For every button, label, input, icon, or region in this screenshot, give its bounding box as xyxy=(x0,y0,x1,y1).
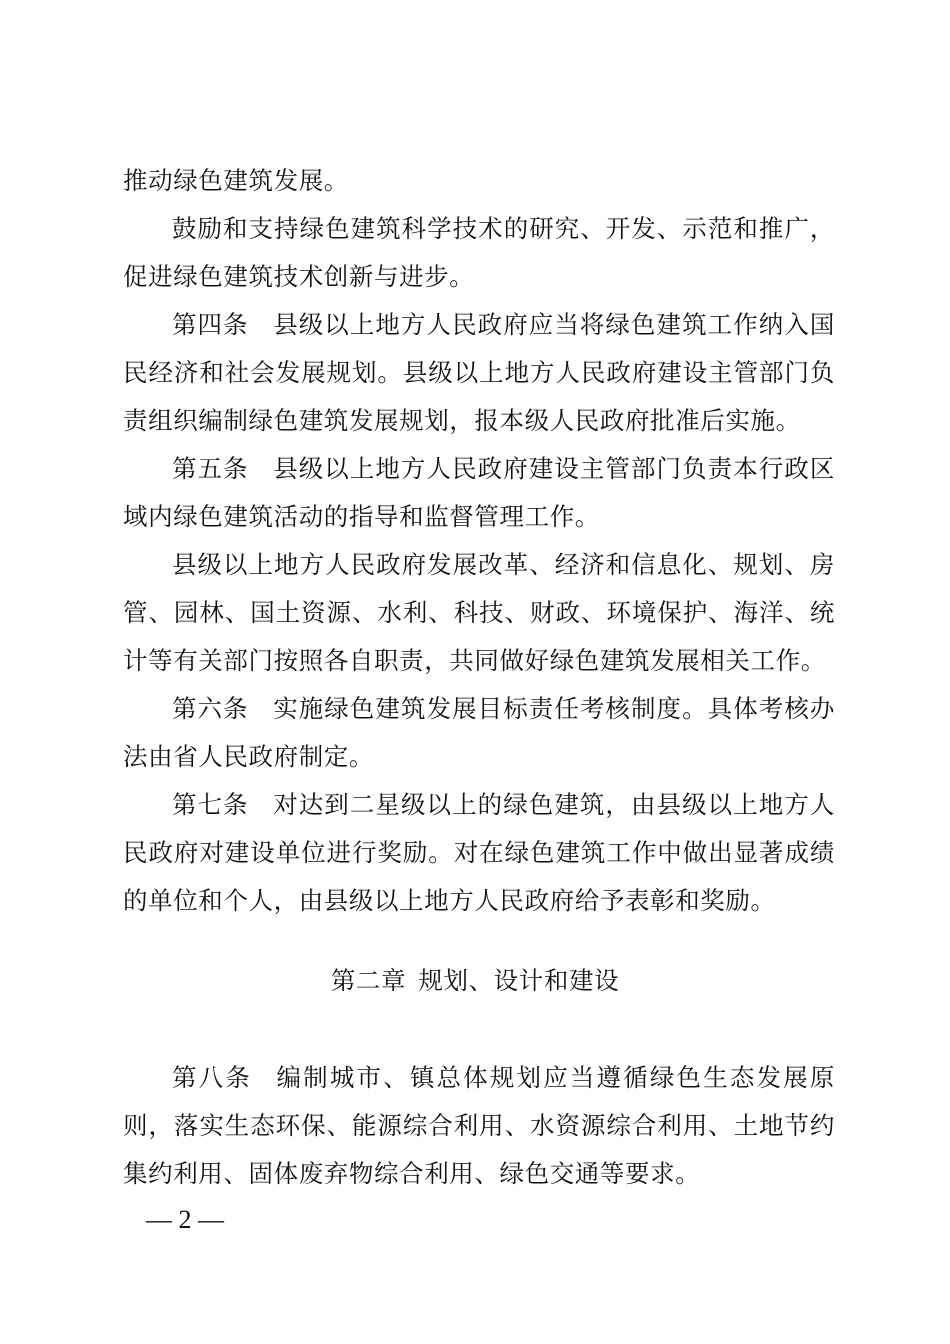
paragraph-departments: 县级以上地方人民政府发展改革、经济和信息化、规划、房管、园林、国土资源、水利、科技、财政、环境保护、海洋、统计等有关部门按照各自职责，共同做好绿色建筑发展相关工作。 xyxy=(123,550,835,675)
body-text-block-2 xyxy=(123,1054,835,1198)
body-text-block-1 xyxy=(123,157,835,925)
article-6-text: 实施绿色建筑发展目标责任考核制度。具体考核办法由省人民政府制定。 xyxy=(123,694,835,771)
article-6 xyxy=(123,685,835,781)
article-6-number: 第六条 xyxy=(172,694,249,723)
article-7-number: 第七条 xyxy=(172,790,249,819)
article-4 xyxy=(123,301,835,445)
article-4-number: 第四条 xyxy=(172,310,249,339)
article-7-text: 对达到二星级以上的绿色建筑，由县级以上地方人民政府对建设单位进行奖励。对在绿色建筑工作中做出显著成绩的单位和个人，由县级以上地方人民政府给予表彰和奖励。 xyxy=(123,790,835,915)
article-5 xyxy=(123,445,835,541)
paragraph-encourage-research: 鼓励和支持绿色建筑科学技术的研究、开发、示范和推广，促进绿色建筑技术创新与进步。 xyxy=(123,214,835,291)
article-4-text: 县级以上地方人民政府应当将绿色建筑工作纳入国民经济和社会发展规划。县级以上地方人民政府建设主管部门负责组织编制绿色建筑发展规划，报本级人民政府批准后实施。 xyxy=(123,310,835,435)
article-5-text: 县级以上地方人民政府建设主管部门负责本行政区域内绿色建筑活动的指导和监督管理工作。 xyxy=(123,454,835,531)
article-7 xyxy=(123,781,835,925)
article-8-number: 第八条 xyxy=(172,1063,253,1092)
article-5-number: 第五条 xyxy=(172,454,249,483)
page-number: — 2 — xyxy=(146,1205,224,1234)
chapter-title-text: 规划、设计和建设 xyxy=(418,966,620,995)
article-8-text: 编制城市、镇总体规划应当遵循绿色生态发展原则，落实生态环保、能源综合利用、水资源综合利用、土地节约集约利用、固体废弃物综合利用、绿色交通等要求。 xyxy=(123,1063,835,1188)
paragraph-continuation: 推动绿色建筑发展。 xyxy=(123,166,349,195)
chapter-number: 第二章 xyxy=(330,966,407,995)
article-8 xyxy=(123,1054,835,1198)
chapter-heading xyxy=(0,957,950,1005)
